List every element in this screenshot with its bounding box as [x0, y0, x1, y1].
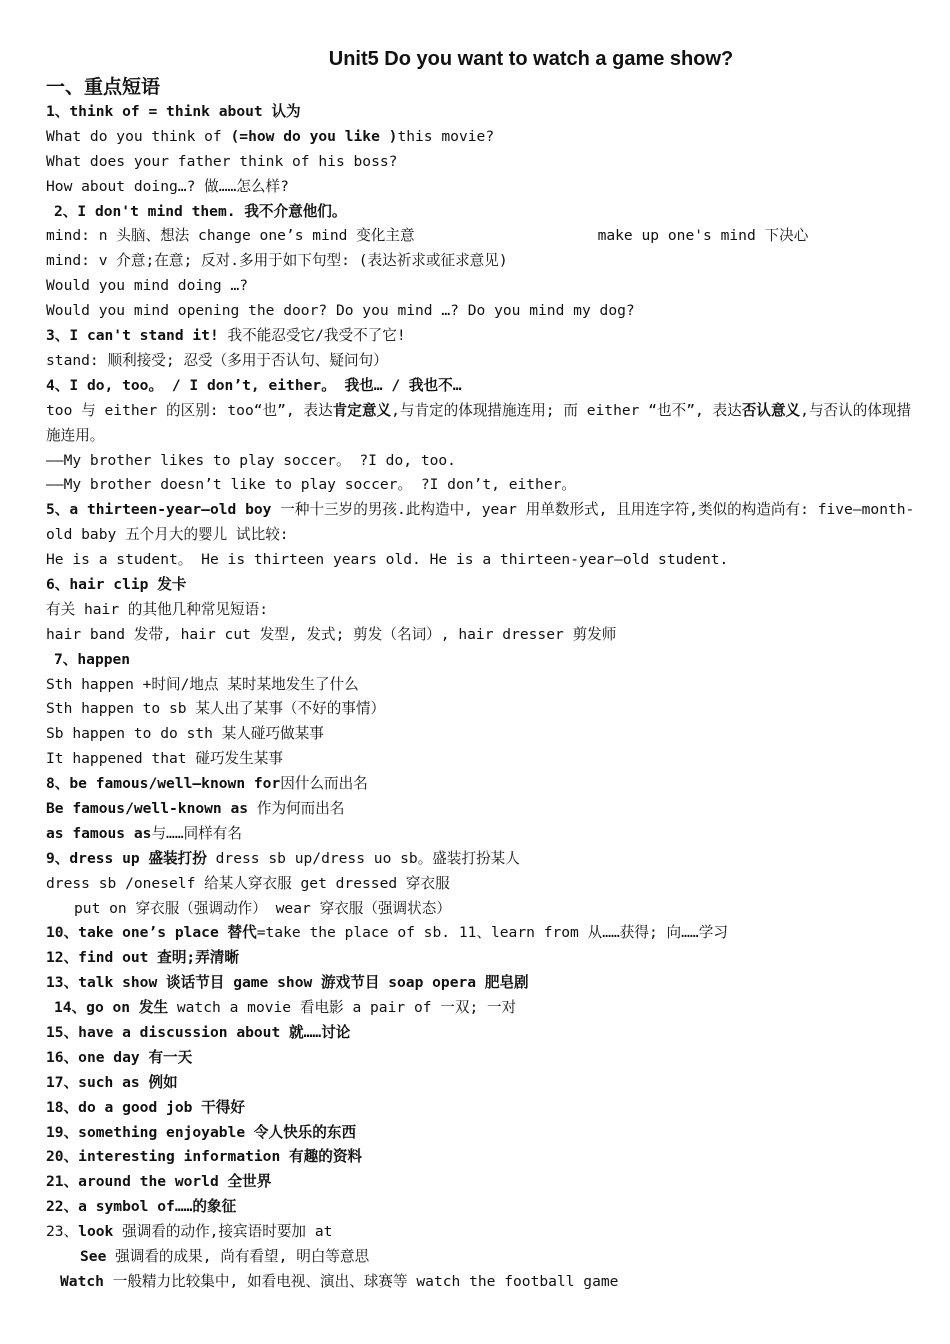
item-6-heading: 6、hair clip 发卡 — [46, 575, 187, 593]
document-page — [46, 44, 916, 1295]
item-23-see: See 强调看的成果, 尚有看望, 明白等意思 — [80, 1248, 370, 1266]
item-1-example-3: How about doing…? 做……怎么样? — [46, 177, 289, 195]
item-7-usage-1: Sth happen +时间/地点 某时某地发生了什么 — [46, 675, 359, 693]
item-22-heading: 22、a symbol of……的象征 — [46, 1198, 237, 1216]
page-title: Unit5 Do you want to watch a game show? — [328, 48, 734, 70]
item-4-example-2: ——My brother doesn’t like to play soccer。 ?I don’t, either。 — [46, 476, 576, 494]
item-18-heading: 18、do a good job 干得好 — [46, 1098, 245, 1116]
item-4-heading: 4、I do, too。 / I don’t, either。 我也… / 我也不… — [46, 376, 462, 394]
item-15-heading: 15、have a discussion about 就……讨论 — [46, 1024, 351, 1042]
section-heading: 一、重点短语 — [46, 76, 161, 98]
item-12-heading: 12、find out 查明;弄清晰 — [46, 949, 239, 967]
item-2-examples: Would you mind opening the door? Do you mind …? Do you mind my dog? — [46, 302, 635, 320]
item-23-watch: Watch 一般精力比较集中, 如看电视、演出、球赛等 watch the football game — [60, 1272, 619, 1290]
item-4-example-1: ——My brother likes to play soccer。 ?I do, too. — [46, 451, 456, 469]
item-8-usage-2: Be famous/well-known as 作为何而出名 — [46, 800, 345, 817]
item-17-heading: 17、such as 例如 — [46, 1073, 178, 1091]
item-5-heading: 5、a thirteen-year—old boy 一种十三岁的男孩.此构造中, year 用单数形式, 且用连字符,类似的构造尚有: five—month-old baby 五个月大的婴儿 试比较: — [46, 501, 915, 544]
item-6-phrases: hair band 发带, hair cut 发型, 发式; 剪发（名词）, hair dresser 剪发师 — [46, 625, 617, 643]
item-20-heading: 20、interesting information 有趣的资料 — [46, 1148, 363, 1166]
item-2-mind-verb: mind: v 介意;在意; 反对.多用于如下句型: (表达祈求或征求意见) — [46, 252, 508, 270]
item-3-stand-note: stand: 顺利接受; 忍受（多用于否认句、疑问句） — [46, 351, 388, 369]
item-23-heading: 23、look 强调看的动作,接宾语时要加 at — [46, 1223, 333, 1241]
item-10-11-heading: 10、take one’s place 替代=take the place of sb. 11、learn from 从……获得; 向……学习 — [46, 924, 728, 942]
item-2-pattern: Would you mind doing …? — [46, 277, 249, 295]
item-14-heading: 14、go on 发生 watch a movie 看电影 a pair of 一双; 一对 — [54, 999, 517, 1017]
item-9-usage-3: put on 穿衣服（强调动作） wear 穿衣服（强调状态） — [74, 899, 451, 917]
item-16-heading: 16、one day 有一天 — [46, 1048, 193, 1066]
item-8-heading: 8、be famous/well—known for因什么而出名 — [46, 775, 368, 793]
item-7-usage-2: Sth happen to sb 某人出了某事（不好的事情） — [46, 700, 386, 718]
item-1-example-2: What does your father think of his boss? — [46, 152, 398, 170]
item-7-usage-4: It happened that 碰巧发生某事 — [46, 750, 283, 768]
item-1-heading: 1、think of = think about 认为 — [46, 103, 301, 120]
item-3-heading: 3、I can't stand it! 我不能忍受它/我受不了它! — [46, 327, 406, 345]
item-9-usage-2: dress sb /oneself 给某人穿衣服 get dressed 穿衣服 — [46, 874, 450, 892]
item-7-heading: 7、happen — [54, 650, 131, 668]
item-13-heading: 13、talk show 谈话节目 game show 游戏节目 soap opera 肥皂剧 — [46, 974, 529, 992]
item-21-heading: 21、around the world 全世界 — [46, 1173, 272, 1191]
item-6-intro: 有关 hair 的其他几种常见短语: — [46, 600, 269, 618]
item-9-heading: 9、dress up 盛装打扮 dress sb up/dress uo sb。盛装打扮某人 — [46, 849, 520, 867]
item-5-compare: He is a student。 He is thirteen years old. He is a thirteen-year—old student. — [46, 551, 729, 569]
item-19-heading: 19、something enjoyable 令人快乐的东西 — [46, 1123, 357, 1141]
item-4-explanation: too 与 either 的区别: too“也”, 表达肯定意义,与肯定的体现措施连用; 而 either “也不”, 表达否认意义,与否认的体现措施连用。 — [46, 401, 912, 444]
item-8-usage-3: as famous as与……同样有名 — [46, 824, 242, 842]
item-2-mind-noun: mind: n 头脑、想法 change one’s mind 变化主意 make up one's mind 下决心 — [46, 227, 809, 245]
item-7-usage-3: Sb happen to do sth 某人碰巧做某事 — [46, 725, 324, 743]
item-1-example-1: What do you think of (=how do you like )this movie? — [46, 127, 495, 145]
item-2-heading: 2、I don't mind them. 我不介意他们。 — [54, 202, 347, 220]
